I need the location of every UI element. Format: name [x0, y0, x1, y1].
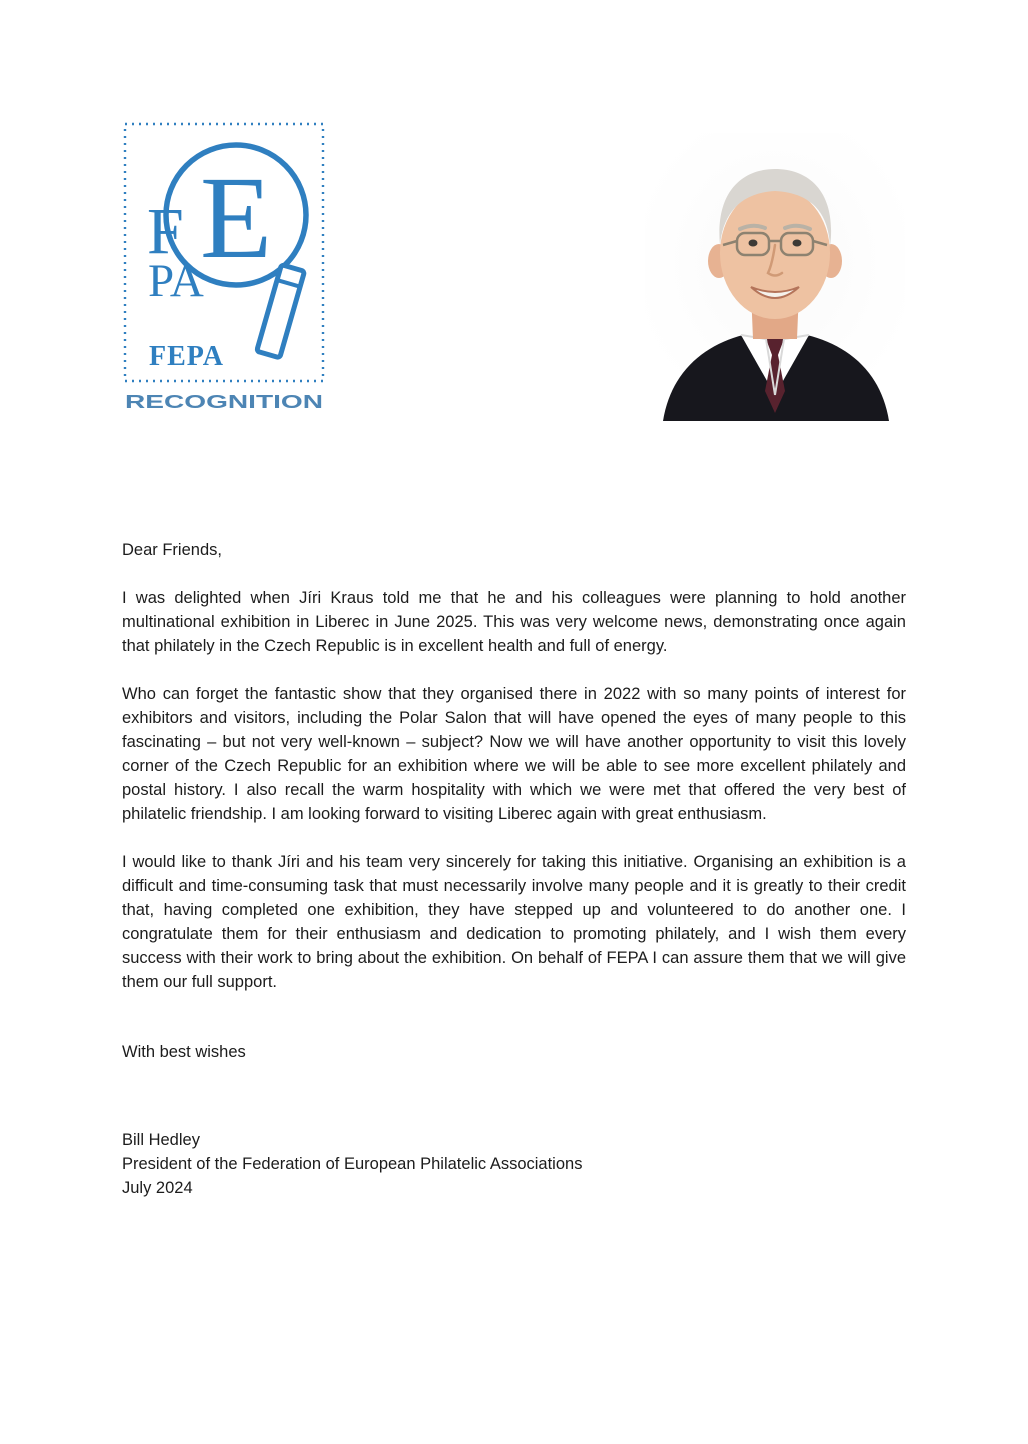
signature-name: Bill Hedley	[122, 1131, 200, 1149]
logo-fepa-wordmark: FEPA	[149, 341, 225, 372]
fepa-logo-graphic	[123, 122, 325, 414]
logo-letter-e: E	[199, 152, 273, 283]
signature-block	[122, 1128, 906, 1200]
face-shape	[720, 187, 830, 319]
eye-left	[749, 240, 758, 247]
logo-letter-f: F	[147, 195, 184, 268]
eye-right	[793, 240, 802, 247]
closing-line: With best wishes	[122, 1043, 246, 1061]
letter-body	[122, 538, 906, 1200]
paragraph-2: Who can forget the fantastic show that they organised there in 2022 with so many points of interest for exhibitors and visitors, including the Polar Salon that will have opened the eyes of many people to this fascinating – but not very well-known – subject? Now we will have another opportunity to visit this lovely corner of the Czech Republic for an exhibition where we will be able to see more excellent philately and postal history. I also recall the warm hospitality with which we were met that offered the very best of philatelic friendship. I am looking forward to visiting Liberec again with great enthusiasm.	[122, 685, 906, 823]
logo-letters-pa: PA	[148, 255, 204, 307]
logo-recognition-caption: RECOGNITION	[125, 392, 323, 412]
president-portrait-photo	[645, 133, 905, 421]
salutation: Dear Friends,	[122, 541, 222, 559]
fepa-recognition-logo	[123, 122, 325, 414]
paragraph-1: I was delighted when Jíri Kraus told me that he and his colleagues were planning to hold another multinational exhibition in Liberec in June 2025. This was very welcome news, demonstrating once again that philately in the Czech Republic is in excellent health and full of energy.	[122, 589, 906, 655]
signature-date: July 2024	[122, 1179, 193, 1197]
signature-title: President of the Federation of European Philatelic Associations	[122, 1155, 583, 1173]
portrait-illustration	[645, 133, 905, 421]
paragraph-3: I would like to thank Jíri and his team very sincerely for taking this initiative. Organising an exhibition is a difficult and time-consuming task that must necessarily involve many people and it is greatly to their credit that, having completed one exhibition, they have stepped up and volunteered to do another one. I congratulate them for their enthusiasm and dedication to promoting philately, and I wish them every success with their work to bring about the exhibition. On behalf of FEPA I can assure them that we will give them our full support.	[122, 853, 906, 991]
